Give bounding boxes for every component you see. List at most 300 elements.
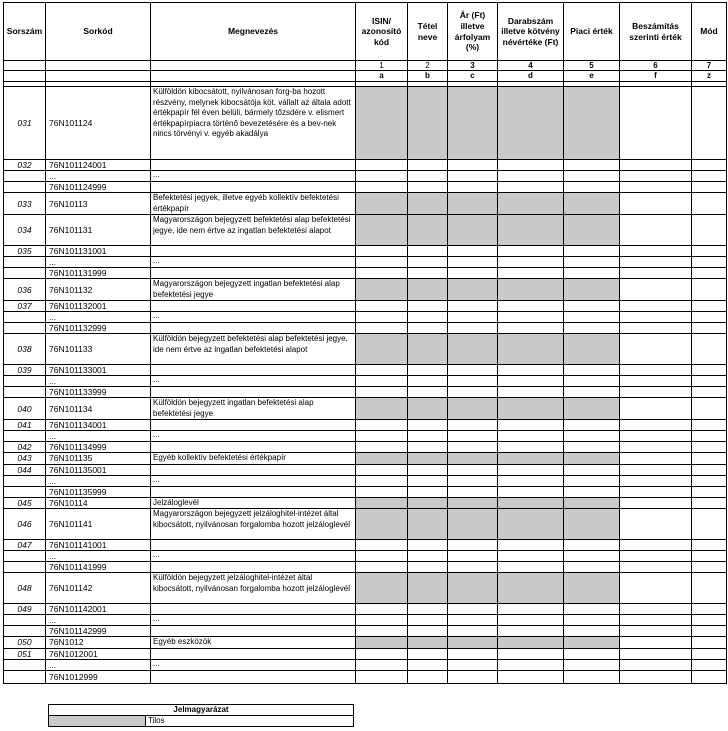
- table-row: [4, 497, 727, 509]
- column-number: 6: [620, 61, 692, 71]
- value-cell[interactable]: [356, 604, 408, 615]
- value-cell[interactable]: [564, 604, 620, 615]
- value-cell[interactable]: [448, 562, 498, 573]
- row-sorszam: [4, 182, 46, 193]
- row-sorszam: [4, 387, 46, 398]
- value-cell[interactable]: [498, 615, 564, 626]
- value-cell[interactable]: [498, 659, 564, 670]
- value-cell[interactable]: [408, 365, 448, 376]
- value-cell[interactable]: [448, 268, 498, 279]
- value-cell[interactable]: [356, 246, 408, 257]
- value-cell[interactable]: [356, 475, 408, 486]
- value-cell[interactable]: [356, 301, 408, 312]
- column-number: 7: [692, 61, 727, 71]
- value-cell[interactable]: [448, 659, 498, 670]
- row-megnevezes: ...: [151, 659, 356, 670]
- value-cell[interactable]: [692, 87, 727, 160]
- row-megnevezes: [151, 301, 356, 312]
- table-row: [4, 420, 727, 431]
- row-megnevezes: [151, 486, 356, 497]
- row-megnevezes: [151, 464, 356, 475]
- value-cell[interactable]: [408, 626, 448, 637]
- value-cell[interactable]: [498, 182, 564, 193]
- asset-listing-form-table: [3, 2, 727, 684]
- value-cell[interactable]: [408, 301, 448, 312]
- blank-cell: [151, 61, 356, 71]
- value-cell[interactable]: [620, 398, 692, 420]
- value-cell[interactable]: [692, 301, 727, 312]
- value-cell[interactable]: [692, 497, 727, 509]
- value-cell[interactable]: [564, 648, 620, 659]
- table-row: [4, 246, 727, 257]
- value-cell[interactable]: [356, 420, 408, 431]
- table-row: [4, 376, 727, 387]
- value-cell: [356, 398, 408, 420]
- value-cell[interactable]: [448, 257, 498, 268]
- value-cell[interactable]: [692, 193, 727, 215]
- value-cell[interactable]: [564, 268, 620, 279]
- value-cell[interactable]: [408, 171, 448, 182]
- value-cell[interactable]: [620, 626, 692, 637]
- value-cell[interactable]: [408, 562, 448, 573]
- value-cell[interactable]: [448, 160, 498, 171]
- value-cell[interactable]: [408, 257, 448, 268]
- value-cell[interactable]: [564, 464, 620, 475]
- value-cell[interactable]: [564, 486, 620, 497]
- value-cell[interactable]: [564, 312, 620, 323]
- value-cell: [564, 509, 620, 540]
- value-cell[interactable]: [564, 540, 620, 551]
- value-cell[interactable]: [564, 670, 620, 683]
- value-cell[interactable]: [564, 257, 620, 268]
- value-cell[interactable]: [448, 626, 498, 637]
- row-sorkod: 76N101133999: [46, 387, 151, 398]
- value-cell[interactable]: [620, 193, 692, 215]
- value-cell[interactable]: [620, 376, 692, 387]
- value-cell[interactable]: [408, 323, 448, 334]
- table-row: [4, 486, 727, 497]
- value-cell[interactable]: [356, 540, 408, 551]
- value-cell[interactable]: [356, 268, 408, 279]
- value-cell[interactable]: [448, 670, 498, 683]
- value-cell[interactable]: [564, 442, 620, 453]
- value-cell: [356, 334, 408, 365]
- value-cell[interactable]: [498, 442, 564, 453]
- value-cell[interactable]: [564, 365, 620, 376]
- value-cell[interactable]: [408, 268, 448, 279]
- value-cell[interactable]: [620, 615, 692, 626]
- table-row: [4, 659, 727, 670]
- value-cell[interactable]: [498, 475, 564, 486]
- value-cell: [356, 497, 408, 509]
- value-cell[interactable]: [448, 182, 498, 193]
- row-sorszam: 046: [4, 509, 46, 540]
- value-cell[interactable]: [620, 323, 692, 334]
- value-cell[interactable]: [692, 453, 727, 465]
- column-letter: z: [692, 71, 727, 82]
- value-cell[interactable]: [692, 486, 727, 497]
- value-cell[interactable]: [498, 387, 564, 398]
- table-row: [4, 398, 727, 420]
- value-cell[interactable]: [620, 648, 692, 659]
- value-cell[interactable]: [498, 171, 564, 182]
- value-cell[interactable]: [498, 323, 564, 334]
- value-cell[interactable]: [620, 573, 692, 604]
- value-cell[interactable]: [498, 486, 564, 497]
- value-cell[interactable]: [448, 615, 498, 626]
- value-cell[interactable]: [356, 442, 408, 453]
- row-sorszam: 051: [4, 648, 46, 659]
- value-cell[interactable]: [620, 540, 692, 551]
- value-cell: [448, 637, 498, 649]
- row-sorkod: 76N10113: [46, 193, 151, 215]
- value-cell[interactable]: [692, 475, 727, 486]
- value-cell[interactable]: [498, 648, 564, 659]
- value-cell[interactable]: [620, 509, 692, 540]
- value-cell[interactable]: [408, 387, 448, 398]
- row-sorszam: 040: [4, 398, 46, 420]
- value-cell[interactable]: [408, 420, 448, 431]
- value-cell[interactable]: [498, 604, 564, 615]
- value-cell[interactable]: [498, 464, 564, 475]
- value-cell[interactable]: [620, 604, 692, 615]
- value-cell[interactable]: [448, 365, 498, 376]
- value-cell[interactable]: [498, 540, 564, 551]
- value-cell[interactable]: [498, 312, 564, 323]
- table-row: [4, 648, 727, 659]
- value-cell[interactable]: [620, 464, 692, 475]
- value-cell[interactable]: [356, 486, 408, 497]
- value-cell[interactable]: [692, 323, 727, 334]
- table-row: [4, 334, 727, 365]
- value-cell: [408, 637, 448, 649]
- row-sorszam: [4, 551, 46, 562]
- row-sorszam: 031: [4, 87, 46, 160]
- value-cell[interactable]: [620, 215, 692, 246]
- row-megnevezes: [151, 387, 356, 398]
- value-cell[interactable]: [498, 670, 564, 683]
- row-megnevezes: [151, 182, 356, 193]
- header-piaci: Piaci érték: [564, 3, 620, 61]
- value-cell[interactable]: [692, 551, 727, 562]
- value-cell[interactable]: [356, 670, 408, 683]
- value-cell: [498, 573, 564, 604]
- value-cell[interactable]: [620, 637, 692, 649]
- value-cell[interactable]: [620, 387, 692, 398]
- row-sorszam: 044: [4, 464, 46, 475]
- value-cell[interactable]: [692, 387, 727, 398]
- value-cell[interactable]: [448, 540, 498, 551]
- value-cell[interactable]: [356, 464, 408, 475]
- value-cell[interactable]: [448, 486, 498, 497]
- value-cell[interactable]: [448, 604, 498, 615]
- value-cell[interactable]: [692, 670, 727, 683]
- value-cell[interactable]: [408, 312, 448, 323]
- value-cell[interactable]: [692, 637, 727, 649]
- value-cell[interactable]: [692, 648, 727, 659]
- value-cell[interactable]: [620, 551, 692, 562]
- value-cell[interactable]: [408, 615, 448, 626]
- row-megnevezes: Külföldön kibocsátott, nyilvánosan forg-ba hozott részvény, melynek kibocsátója köt. vállalt az általa adott értékpapír fél éven belüli, bármely tőzsdére v. elismert értékpapírpiacra történő bevezetésére és a bev-nek nincs törvényi v. egyéb akadálya: [151, 87, 356, 160]
- row-megnevezes: [151, 268, 356, 279]
- header-mod: Mód: [692, 3, 727, 61]
- value-cell[interactable]: [692, 160, 727, 171]
- table-row: [4, 268, 727, 279]
- column-number: 5: [564, 61, 620, 71]
- row-sorkod: ...: [46, 171, 151, 182]
- value-cell[interactable]: [692, 562, 727, 573]
- value-cell[interactable]: [356, 171, 408, 182]
- value-cell[interactable]: [692, 268, 727, 279]
- value-cell[interactable]: [564, 301, 620, 312]
- row-sorszam: [4, 626, 46, 637]
- value-cell[interactable]: [408, 604, 448, 615]
- row-sorszam: 041: [4, 420, 46, 431]
- value-cell[interactable]: [692, 615, 727, 626]
- value-cell[interactable]: [408, 442, 448, 453]
- value-cell[interactable]: [448, 431, 498, 442]
- row-megnevezes: Magyarországon bejegyzett jelzáloghitel-intézet által kibocsátott, nyilvánosan forgalomba hozott jelzáloglevél: [151, 509, 356, 540]
- value-cell[interactable]: [620, 87, 692, 160]
- value-cell[interactable]: [356, 257, 408, 268]
- value-cell[interactable]: [564, 475, 620, 486]
- value-cell[interactable]: [356, 376, 408, 387]
- legend-swatch: [49, 716, 146, 727]
- value-cell[interactable]: [356, 182, 408, 193]
- value-cell[interactable]: [448, 387, 498, 398]
- value-cell[interactable]: [498, 160, 564, 171]
- value-cell[interactable]: [620, 453, 692, 465]
- value-cell[interactable]: [498, 562, 564, 573]
- row-sorszam: 038: [4, 334, 46, 365]
- row-sorkod: 76N101134999: [46, 442, 151, 453]
- row-sorkod: 76N101134: [46, 398, 151, 420]
- value-cell[interactable]: [564, 659, 620, 670]
- value-cell[interactable]: [620, 246, 692, 257]
- value-cell[interactable]: [356, 615, 408, 626]
- value-cell[interactable]: [356, 551, 408, 562]
- value-cell[interactable]: [356, 312, 408, 323]
- value-cell[interactable]: [692, 626, 727, 637]
- value-cell[interactable]: [692, 604, 727, 615]
- legend-label: Tilos: [146, 716, 354, 727]
- column-letter: b: [408, 71, 448, 82]
- value-cell[interactable]: [620, 182, 692, 193]
- value-cell[interactable]: [408, 475, 448, 486]
- value-cell[interactable]: [498, 626, 564, 637]
- value-cell[interactable]: [448, 376, 498, 387]
- value-cell: [356, 509, 408, 540]
- value-cell[interactable]: [692, 365, 727, 376]
- column-letter: d: [498, 71, 564, 82]
- value-cell[interactable]: [620, 420, 692, 431]
- value-cell[interactable]: [692, 257, 727, 268]
- value-cell: [448, 87, 498, 160]
- value-cell[interactable]: [620, 562, 692, 573]
- value-cell[interactable]: [620, 334, 692, 365]
- value-cell: [498, 193, 564, 215]
- value-cell[interactable]: [564, 323, 620, 334]
- value-cell[interactable]: [620, 431, 692, 442]
- row-megnevezes: [151, 562, 356, 573]
- value-cell[interactable]: [498, 376, 564, 387]
- value-cell[interactable]: [692, 182, 727, 193]
- value-cell[interactable]: [564, 626, 620, 637]
- value-cell: [448, 497, 498, 509]
- value-cell[interactable]: [692, 376, 727, 387]
- value-cell[interactable]: [408, 376, 448, 387]
- value-cell[interactable]: [498, 246, 564, 257]
- value-cell[interactable]: [408, 160, 448, 171]
- value-cell[interactable]: [692, 464, 727, 475]
- value-cell[interactable]: [448, 420, 498, 431]
- value-cell: [408, 193, 448, 215]
- table-row: [4, 160, 727, 171]
- table-row: [4, 312, 727, 323]
- value-cell[interactable]: [564, 615, 620, 626]
- value-cell[interactable]: [620, 659, 692, 670]
- value-cell[interactable]: [692, 420, 727, 431]
- value-cell[interactable]: [356, 365, 408, 376]
- value-cell[interactable]: [408, 464, 448, 475]
- value-cell[interactable]: [408, 540, 448, 551]
- value-cell[interactable]: [564, 246, 620, 257]
- value-cell[interactable]: [356, 648, 408, 659]
- value-cell[interactable]: [692, 312, 727, 323]
- row-sorszam: [4, 376, 46, 387]
- value-cell[interactable]: [564, 562, 620, 573]
- value-cell[interactable]: [448, 246, 498, 257]
- value-cell[interactable]: [692, 540, 727, 551]
- value-cell[interactable]: [692, 215, 727, 246]
- value-cell: [356, 193, 408, 215]
- value-cell[interactable]: [620, 365, 692, 376]
- value-cell[interactable]: [356, 562, 408, 573]
- blank-cell: [4, 71, 46, 82]
- row-megnevezes: Külföldön bejegyzett jelzáloghitel-intézet által kibocsátott, nyilvánosan forgalomba hozott jelzáloglevél: [151, 573, 356, 604]
- value-cell[interactable]: [564, 420, 620, 431]
- row-megnevezes: [151, 160, 356, 171]
- value-cell[interactable]: [692, 171, 727, 182]
- value-cell[interactable]: [408, 551, 448, 562]
- value-cell: [564, 193, 620, 215]
- value-cell[interactable]: [692, 659, 727, 670]
- value-cell: [448, 509, 498, 540]
- row-sorszam: [4, 562, 46, 573]
- value-cell[interactable]: [356, 431, 408, 442]
- row-sorkod: 76N101131: [46, 215, 151, 246]
- value-cell[interactable]: [620, 486, 692, 497]
- row-sorszam: [4, 431, 46, 442]
- value-cell[interactable]: [692, 442, 727, 453]
- value-cell[interactable]: [448, 171, 498, 182]
- value-cell[interactable]: [564, 171, 620, 182]
- value-cell[interactable]: [408, 486, 448, 497]
- value-cell[interactable]: [620, 497, 692, 509]
- value-cell[interactable]: [498, 257, 564, 268]
- value-cell[interactable]: [448, 648, 498, 659]
- row-sorkod: 76N101132001: [46, 301, 151, 312]
- row-sorszam: 047: [4, 540, 46, 551]
- value-cell[interactable]: [620, 670, 692, 683]
- value-cell[interactable]: [356, 659, 408, 670]
- value-cell[interactable]: [692, 573, 727, 604]
- value-cell[interactable]: [564, 160, 620, 171]
- value-cell[interactable]: [448, 323, 498, 334]
- value-cell[interactable]: [692, 279, 727, 301]
- value-cell[interactable]: [448, 551, 498, 562]
- value-cell[interactable]: [564, 387, 620, 398]
- value-cell[interactable]: [498, 365, 564, 376]
- value-cell[interactable]: [408, 246, 448, 257]
- row-sorszam: 032: [4, 160, 46, 171]
- row-megnevezes: ...: [151, 551, 356, 562]
- value-cell[interactable]: [620, 475, 692, 486]
- value-cell[interactable]: [408, 659, 448, 670]
- value-cell[interactable]: [692, 431, 727, 442]
- value-cell: [448, 279, 498, 301]
- value-cell: [448, 193, 498, 215]
- value-cell[interactable]: [448, 475, 498, 486]
- value-cell[interactable]: [356, 387, 408, 398]
- value-cell[interactable]: [564, 182, 620, 193]
- value-cell[interactable]: [498, 551, 564, 562]
- value-cell: [408, 87, 448, 160]
- value-cell[interactable]: [498, 301, 564, 312]
- value-cell[interactable]: [356, 160, 408, 171]
- blank-cell: [46, 61, 151, 71]
- row-sorszam: [4, 268, 46, 279]
- value-cell[interactable]: [692, 246, 727, 257]
- value-cell[interactable]: [448, 442, 498, 453]
- value-cell[interactable]: [356, 323, 408, 334]
- value-cell: [564, 497, 620, 509]
- row-sorkod: 76N101142001: [46, 604, 151, 615]
- value-cell: [498, 497, 564, 509]
- value-cell[interactable]: [448, 301, 498, 312]
- value-cell[interactable]: [564, 551, 620, 562]
- value-cell[interactable]: [564, 376, 620, 387]
- value-cell[interactable]: [408, 670, 448, 683]
- value-cell[interactable]: [356, 626, 408, 637]
- value-cell[interactable]: [620, 268, 692, 279]
- value-cell[interactable]: [498, 420, 564, 431]
- value-cell[interactable]: [498, 268, 564, 279]
- value-cell[interactable]: [692, 334, 727, 365]
- value-cell: [564, 215, 620, 246]
- value-cell[interactable]: [448, 464, 498, 475]
- row-sorkod: 76N101141999: [46, 562, 151, 573]
- row-sorkod: 76N101131001: [46, 246, 151, 257]
- value-cell[interactable]: [408, 648, 448, 659]
- value-cell[interactable]: [692, 509, 727, 540]
- value-cell[interactable]: [620, 279, 692, 301]
- value-cell[interactable]: [692, 398, 727, 420]
- table-row: [4, 301, 727, 312]
- value-cell[interactable]: [620, 442, 692, 453]
- value-cell[interactable]: [408, 431, 448, 442]
- value-cell[interactable]: [408, 182, 448, 193]
- value-cell[interactable]: [620, 160, 692, 171]
- value-cell[interactable]: [620, 257, 692, 268]
- value-cell[interactable]: [448, 312, 498, 323]
- value-cell[interactable]: [498, 431, 564, 442]
- value-cell[interactable]: [620, 312, 692, 323]
- table-row: [4, 323, 727, 334]
- value-cell[interactable]: [564, 431, 620, 442]
- value-cell[interactable]: [620, 301, 692, 312]
- value-cell[interactable]: [620, 171, 692, 182]
